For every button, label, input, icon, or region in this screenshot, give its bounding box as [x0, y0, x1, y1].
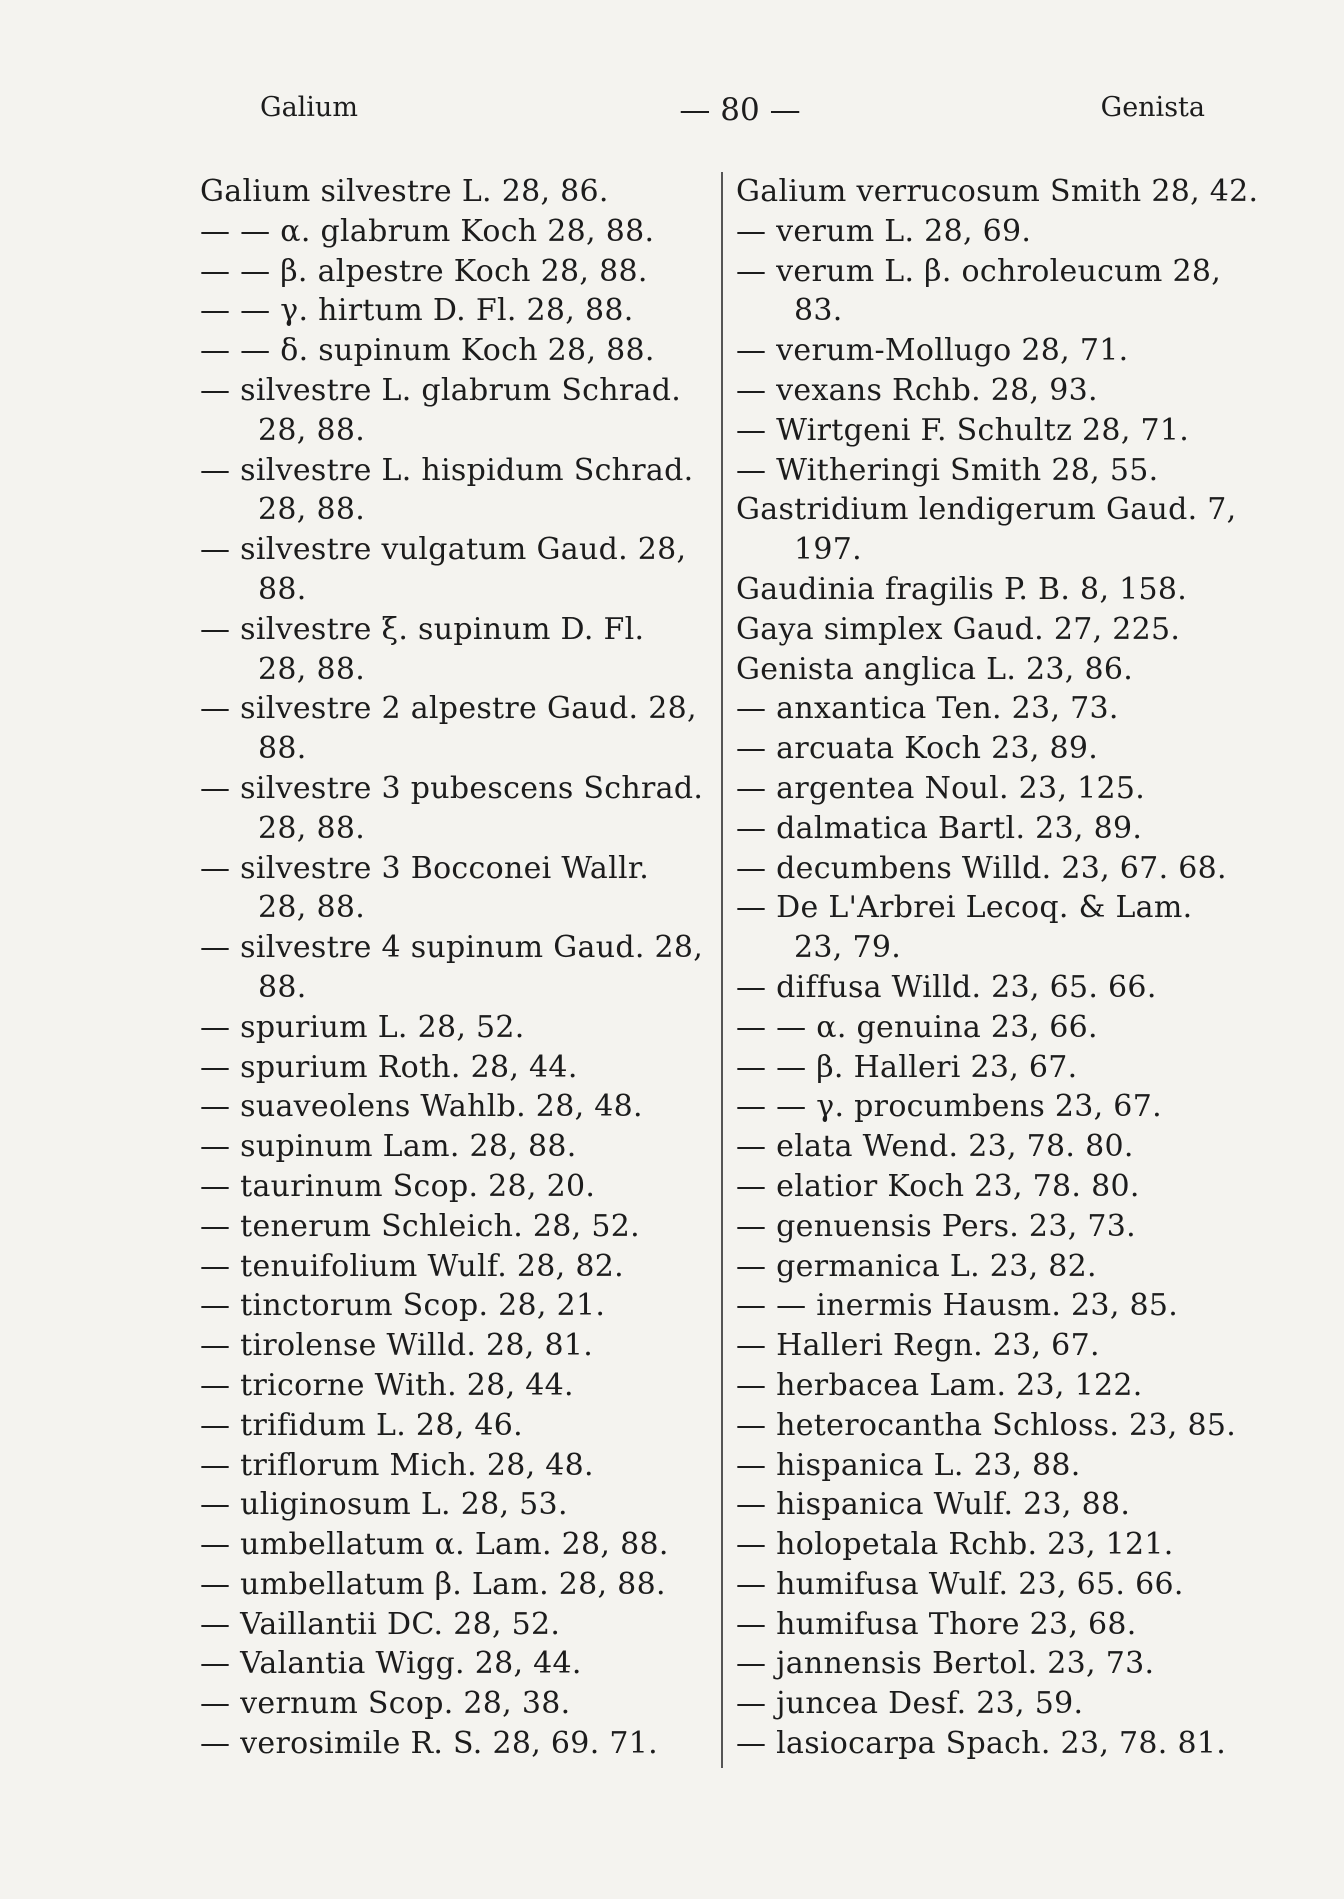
- index-entry: — spurium Roth. 28, 44.: [200, 1049, 578, 1085]
- page-number: — 80 —: [679, 92, 801, 128]
- index-entry: 28, 88.: [258, 412, 366, 448]
- right-column: [736, 172, 1266, 1764]
- index-entry: — silvestre 2 alpestre Gaud. 28,: [200, 691, 697, 727]
- index-entry: Gastridium lendigerum Gaud. 7,: [736, 492, 1237, 528]
- index-entry: 23, 79.: [794, 930, 902, 966]
- index-entry: — hispanica Wulf. 23, 88.: [736, 1487, 1131, 1523]
- index-columns: [200, 172, 1260, 1772]
- header-left-keyword: Galium: [260, 92, 358, 123]
- index-entry: — supinum Lam. 28, 88.: [200, 1129, 577, 1165]
- index-entry: — — α. glabrum Koch 28, 88.: [200, 213, 655, 249]
- index-entry: — silvestre 3 pubescens Schrad.: [200, 770, 704, 806]
- index-entry: — umbellatum α. Lam. 28, 88.: [200, 1527, 669, 1563]
- index-entry: — germanica L. 23, 82.: [736, 1248, 1097, 1284]
- index-entry: — holopetala Rchb. 23, 121.: [736, 1527, 1174, 1563]
- index-entry: Galium silvestre L. 28, 86.: [200, 174, 609, 209]
- index-entry: 88.: [258, 969, 307, 1005]
- index-entry: — genuensis Pers. 23, 73.: [736, 1208, 1136, 1244]
- index-entry: — Witheringi Smith 28, 55.: [736, 452, 1159, 488]
- index-entry: 28, 88.: [258, 890, 366, 926]
- index-entry: — spurium L. 28, 52.: [200, 1009, 525, 1045]
- index-entry: — heterocantha Schloss. 23, 85.: [736, 1407, 1237, 1443]
- index-entry: — silvestre L. glabrum Schrad.: [200, 372, 682, 408]
- index-entry: Gaudinia fragilis P. B. 8, 158.: [736, 571, 1188, 607]
- header-right-keyword: Genista: [1100, 92, 1205, 123]
- left-column: [200, 172, 730, 1764]
- index-entry: — elatior Koch 23, 78. 80.: [736, 1168, 1140, 1204]
- index-entry: — humifusa Thore 23, 68.: [736, 1606, 1137, 1642]
- index-entry: — silvestre 4 supinum Gaud. 28,: [200, 930, 704, 966]
- index-entry: — juncea Desf. 23, 59.: [736, 1686, 1084, 1722]
- index-entry: — — γ. procumbens 23, 67.: [736, 1089, 1162, 1125]
- index-entry: — silvestre L. hispidum Schrad.: [200, 452, 694, 488]
- index-entry: — vernum Scop. 28, 38.: [200, 1686, 571, 1722]
- index-entry: — verosimile R. S. 28, 69. 71.: [200, 1726, 658, 1762]
- column-divider: [721, 172, 723, 1768]
- index-entry: — silvestre vulgatum Gaud. 28,: [200, 532, 687, 568]
- index-entry: Genista anglica L. 23, 86.: [736, 651, 1134, 687]
- index-entry: — dalmatica Bartl. 23, 89.: [736, 810, 1143, 846]
- index-entry: — diffusa Willd. 23, 65. 66.: [736, 969, 1157, 1005]
- index-entry: Gaya simplex Gaud. 27, 225.: [736, 611, 1181, 647]
- index-entry: — silvestre 3 Bocconei Wallr.: [200, 850, 650, 886]
- index-entry: — triflorum Mich. 28, 48.: [200, 1447, 594, 1483]
- index-entry: — hispanica L. 23, 88.: [736, 1447, 1081, 1483]
- index-entry: Galium verrucosum Smith 28, 42.: [736, 174, 1259, 209]
- index-entry: — tricorne With. 28, 44.: [200, 1367, 574, 1403]
- index-entry: — vexans Rchb. 28, 93.: [736, 372, 1098, 408]
- index-entry: — verum L. 28, 69.: [736, 213, 1032, 249]
- index-entry: — uliginosum L. 28, 53.: [200, 1487, 568, 1523]
- index-entry: — verum-Mollugo 28, 71.: [736, 333, 1129, 369]
- index-entry: — elata Wend. 23, 78. 80.: [736, 1129, 1134, 1165]
- index-entry: — verum L. β. ochroleucum 28,: [736, 253, 1222, 289]
- index-entry: 88.: [258, 571, 307, 607]
- index-entry: 83.: [794, 293, 843, 329]
- index-entry: — taurinum Scop. 28, 20.: [200, 1168, 596, 1204]
- index-entry: — — inermis Hausm. 23, 85.: [736, 1288, 1179, 1324]
- page-header: [260, 92, 1205, 132]
- index-entry: — herbacea Lam. 23, 122.: [736, 1367, 1143, 1403]
- index-entry: — trifidum L. 28, 46.: [200, 1407, 523, 1443]
- index-entry: — argentea Noul. 23, 125.: [736, 770, 1146, 806]
- index-entry: 28, 88.: [258, 651, 366, 687]
- index-entry: 88.: [258, 731, 307, 767]
- index-entry: — silvestre ξ. supinum D. Fl.: [200, 611, 645, 647]
- index-entry: — Halleri Regn. 23, 67.: [736, 1328, 1100, 1364]
- index-entry: — umbellatum β. Lam. 28, 88.: [200, 1566, 666, 1602]
- index-entry: — suaveolens Wahlb. 28, 48.: [200, 1089, 643, 1125]
- index-entry: — humifusa Wulf. 23, 65. 66.: [736, 1566, 1184, 1602]
- index-entry: — Vaillantii DC. 28, 52.: [200, 1606, 561, 1642]
- index-entry: — Valantia Wigg. 28, 44.: [200, 1646, 582, 1682]
- index-entry: — — δ. supinum Koch 28, 88.: [200, 333, 655, 369]
- index-entry: — Wirtgeni F. Schultz 28, 71.: [736, 412, 1190, 448]
- index-entry: — anxantica Ten. 23, 73.: [736, 691, 1119, 727]
- index-entry: — arcuata Koch 23, 89.: [736, 731, 1099, 767]
- index-entry: — tenerum Schleich. 28, 52.: [200, 1208, 640, 1244]
- index-entry: — tirolense Willd. 28, 81.: [200, 1328, 594, 1364]
- index-entry: — tinctorum Scop. 28, 21.: [200, 1288, 606, 1324]
- index-entry: — — β. Halleri 23, 67.: [736, 1049, 1078, 1085]
- index-entry: 28, 88.: [258, 492, 366, 528]
- index-entry: — tenuifolium Wulf. 28, 82.: [200, 1248, 624, 1284]
- index-entry: — — α. genuina 23, 66.: [736, 1009, 1098, 1045]
- index-entry: — De L'Arbrei Lecoq. & Lam.: [736, 890, 1193, 926]
- index-entry: — jannensis Bertol. 23, 73.: [736, 1646, 1155, 1682]
- index-entry: — — β. alpestre Koch 28, 88.: [200, 253, 648, 289]
- index-entry: — — γ. hirtum D. Fl. 28, 88.: [200, 293, 634, 329]
- index-entry: — lasiocarpa Spach. 23, 78. 81.: [736, 1726, 1227, 1762]
- index-entry: 28, 88.: [258, 810, 366, 846]
- index-entry: 197.: [794, 532, 862, 568]
- index-entry: — decumbens Willd. 23, 67. 68.: [736, 850, 1227, 886]
